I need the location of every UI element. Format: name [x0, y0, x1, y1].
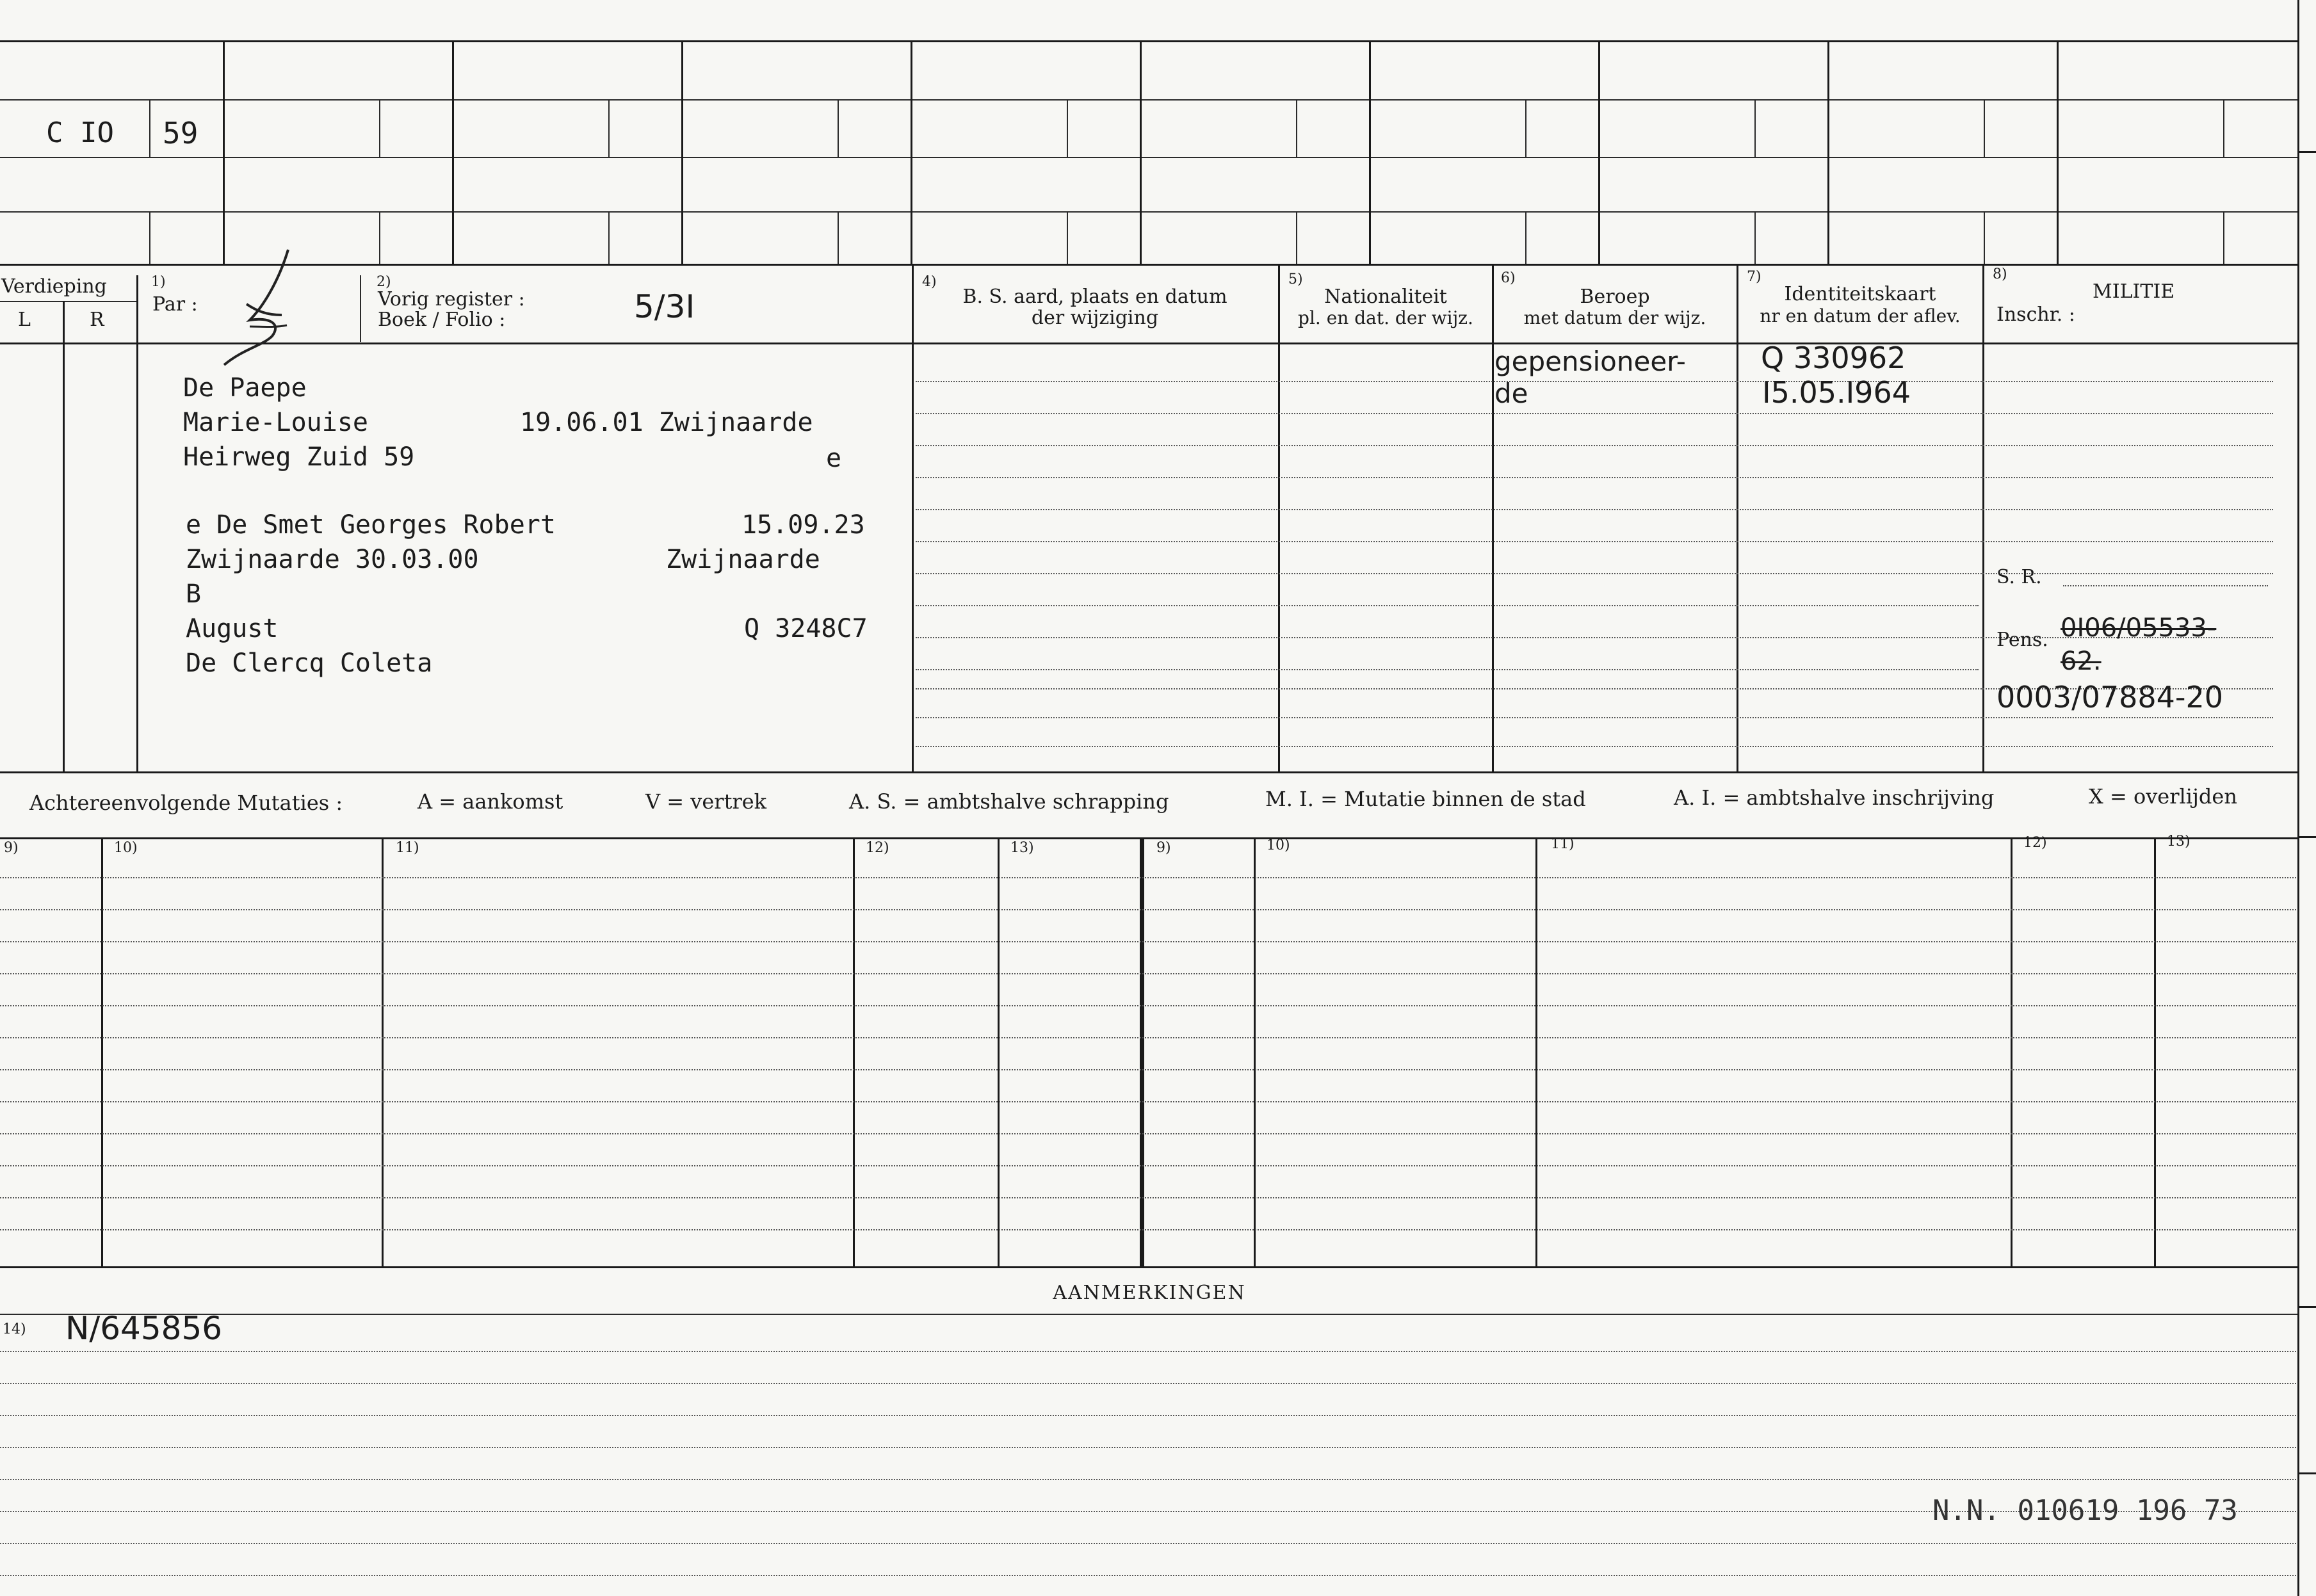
grid-line — [1296, 99, 1297, 157]
grid-line — [1278, 264, 1280, 771]
label-beroep-sub: met datum der wijz. — [1523, 307, 1706, 328]
ruling-line — [0, 1447, 2299, 1448]
remark-entry: N/645856 — [65, 1310, 223, 1347]
grid-line — [1369, 40, 1371, 264]
grid-line — [0, 157, 2299, 158]
label-identiteitskaart: Identiteitskaart — [1784, 283, 1936, 305]
grid-line — [912, 264, 914, 771]
grid-line — [1492, 264, 1494, 771]
grid-line — [452, 40, 454, 264]
grid-line — [838, 211, 839, 264]
edge-tick — [2299, 1306, 2316, 1308]
pension-number: 0003/07884-20 — [1996, 680, 2224, 714]
spouse-place: Zwijnaarde — [666, 545, 820, 574]
label-militie: MILITIE — [2093, 280, 2175, 303]
person-note-e: e — [826, 444, 842, 473]
label-bs-line1: B. S. aard, plaats en datum — [962, 286, 1227, 308]
grid-line — [853, 837, 855, 1266]
ruling-line — [2063, 585, 2268, 586]
grid-line — [2057, 40, 2059, 264]
grid-line — [1067, 99, 1068, 157]
grid-line — [149, 99, 150, 157]
label-par: Par : — [152, 293, 198, 316]
col-9-label: 9) — [4, 840, 19, 856]
grid-line — [998, 837, 1000, 1266]
field-number: 2) — [377, 274, 391, 290]
grid-line — [2154, 837, 2156, 1266]
person-b: B — [186, 579, 202, 609]
beroep-value-2: de — [1494, 378, 1528, 409]
col-13-label-right: 13) — [2167, 834, 2190, 850]
field-number: 7) — [1747, 269, 1761, 285]
grid-line — [2223, 211, 2224, 264]
field-number: 5) — [1288, 271, 1303, 287]
ruling-line — [0, 1197, 2299, 1198]
legend-a: A = aankomst — [417, 789, 563, 814]
grid-line — [0, 99, 2299, 101]
national-number: N.N. 010619 196 73 — [1932, 1494, 2238, 1527]
ruling-line — [916, 445, 2273, 446]
field-number: 1) — [151, 274, 166, 290]
grid-line — [1982, 264, 1984, 771]
grid-line — [379, 211, 380, 264]
ruling-line — [916, 746, 2273, 747]
pension-old-2: 62. — [2061, 647, 2101, 676]
ruling-line — [0, 1479, 2299, 1480]
legend-x: X = overlijden — [2089, 784, 2237, 809]
ruling-line — [0, 1133, 2299, 1134]
father-id: Q 3248C7 — [744, 614, 868, 643]
field-number: 8) — [1993, 266, 2007, 282]
grid-line — [1525, 99, 1526, 157]
grid-line — [911, 40, 912, 264]
ruling-line — [916, 605, 1979, 606]
label-identiteitskaart-sub: nr en datum der aflev. — [1760, 305, 1961, 326]
ruling-line — [0, 973, 2299, 974]
ruling-line — [916, 381, 2273, 382]
legend-v: V = vertrek — [645, 789, 767, 814]
grid-line — [1140, 40, 1142, 264]
grid-line — [136, 275, 138, 771]
ruling-line — [0, 1101, 2299, 1102]
spouse-birth: Zwijnaarde 30.03.00 — [186, 545, 479, 574]
grid-line — [101, 837, 103, 1266]
field-number: 6) — [1501, 270, 1516, 286]
edge-tick — [2299, 836, 2316, 838]
grid-line — [838, 99, 839, 157]
grid-line — [1827, 40, 1829, 264]
label-boek-folio: Boek / Folio : — [378, 309, 506, 331]
ruling-line — [0, 1037, 2299, 1038]
ruling-line — [0, 877, 2299, 878]
grid-line — [0, 771, 2299, 773]
ruling-line — [0, 1351, 2299, 1352]
col-10-label-right: 10) — [1267, 837, 1290, 853]
grid-line — [0, 40, 2299, 42]
grid-line — [0, 211, 2299, 213]
ruling-line — [916, 541, 2273, 542]
person-surname: De Paepe — [183, 373, 307, 403]
grid-line — [382, 837, 384, 1266]
col-10-label: 10) — [114, 840, 138, 856]
grid-line — [2011, 837, 2012, 1266]
ruling-line — [0, 1165, 2299, 1166]
ruling-line — [916, 717, 2273, 718]
edge-tick — [2299, 151, 2316, 153]
grid-line — [1296, 211, 1297, 264]
col-11-label: 11) — [396, 840, 419, 856]
grid-line — [681, 40, 683, 264]
grid-line — [63, 301, 65, 771]
grid-line — [223, 40, 225, 264]
ruling-line — [916, 669, 1979, 670]
grid-line — [1754, 99, 1756, 157]
pension-old-1: 0I06/05533- — [2061, 613, 2217, 643]
ruling-line — [0, 1383, 2299, 1384]
person-given-name: Marie-Louise — [183, 408, 368, 437]
spouse-name: e De Smet Georges Robert — [186, 510, 556, 540]
page-edge — [2297, 0, 2299, 1596]
legend-ai: A. I. = ambtshalve inschrijving — [1674, 786, 1995, 810]
field-number: 4) — [922, 274, 937, 290]
label-bs-line2: der wijziging — [1031, 307, 1159, 329]
legend-mi: M. I. = Mutatie binnen de stad — [1265, 787, 1586, 811]
grid-line — [1254, 837, 1256, 1266]
ruling-line — [916, 573, 2273, 574]
grid-line — [0, 1266, 2299, 1268]
label-sr: S. R. — [1996, 566, 2042, 588]
ruling-line — [0, 1575, 2299, 1576]
signature-mark — [211, 243, 307, 371]
ruling-line — [916, 477, 2273, 478]
grid-line — [1067, 211, 1068, 264]
mother-name: De Clercq Coleta — [186, 649, 433, 678]
grid-line — [1535, 837, 1537, 1266]
label-pens: Pens. — [1996, 629, 2048, 651]
label-r: R — [90, 309, 104, 331]
spouse-date: 15.09.23 — [741, 510, 865, 540]
grid-line — [1140, 837, 1144, 1266]
grid-line — [608, 99, 610, 157]
father-name: August — [186, 614, 279, 643]
ruling-line — [0, 1229, 2299, 1230]
col-12-label-right: 12) — [2023, 835, 2047, 851]
col-11-label-right: 11) — [1551, 836, 1575, 852]
grid-line — [0, 301, 136, 302]
label-vorig-register: Vorig register : — [378, 288, 525, 310]
col-9-label-right: 9) — [1156, 840, 1171, 856]
label-nationaliteit: Nationaliteit — [1324, 286, 1447, 308]
grid-line — [1525, 211, 1526, 264]
id-card-date: I5.05.I964 — [1762, 375, 1911, 410]
label-verdieping: Verdieping — [1, 275, 107, 298]
ruling-line — [0, 1005, 2299, 1006]
col-12-label: 12) — [866, 840, 889, 856]
grid-line — [0, 343, 2299, 344]
edge-tick — [2299, 1472, 2316, 1474]
grid-line — [1984, 99, 1985, 157]
grid-line — [0, 837, 2299, 839]
col-13-label: 13) — [1010, 840, 1034, 856]
label-beroep: Beroep — [1580, 286, 1650, 308]
boek-folio-value: 5/3I — [634, 288, 695, 325]
beroep-value-1: gepensioneer- — [1494, 346, 1686, 377]
legend-as: A. S. = ambtshalve schrapping — [849, 789, 1169, 814]
remarks-title: AANMERKINGEN — [1053, 1282, 1246, 1304]
remarks-number: 14) — [3, 1321, 26, 1337]
grid-line — [360, 275, 361, 342]
ruling-line — [916, 413, 2273, 414]
grid-line — [2223, 99, 2224, 157]
grid-code: C IO — [46, 117, 114, 149]
grid-line — [379, 99, 380, 157]
grid-line — [1737, 264, 1738, 771]
person-address: Heirweg Zuid 59 — [183, 442, 415, 472]
ruling-line — [0, 909, 2299, 910]
ruling-line — [0, 941, 2299, 942]
ruling-line — [0, 1069, 2299, 1070]
grid-line — [0, 264, 2299, 266]
label-nationaliteit-sub: pl. en dat. der wijz. — [1298, 307, 1473, 328]
ruling-line — [0, 1543, 2299, 1544]
ruling-line — [916, 509, 2273, 510]
person-birth: 19.06.01 Zwijnaarde — [520, 408, 813, 437]
label-inschr: Inschr. : — [1996, 303, 2075, 326]
grid-number: 59 — [163, 116, 198, 150]
grid-line — [0, 1314, 2299, 1315]
grid-line — [1754, 211, 1756, 264]
label-l: L — [18, 309, 31, 331]
grid-line — [149, 211, 150, 264]
grid-line — [608, 211, 610, 264]
id-card-number: Q 330962 — [1761, 341, 1906, 375]
legend-title: Achtereenvolgende Mutaties : — [29, 791, 343, 815]
grid-line — [1984, 211, 1985, 264]
grid-line — [1598, 40, 1600, 264]
ruling-line — [0, 1415, 2299, 1416]
